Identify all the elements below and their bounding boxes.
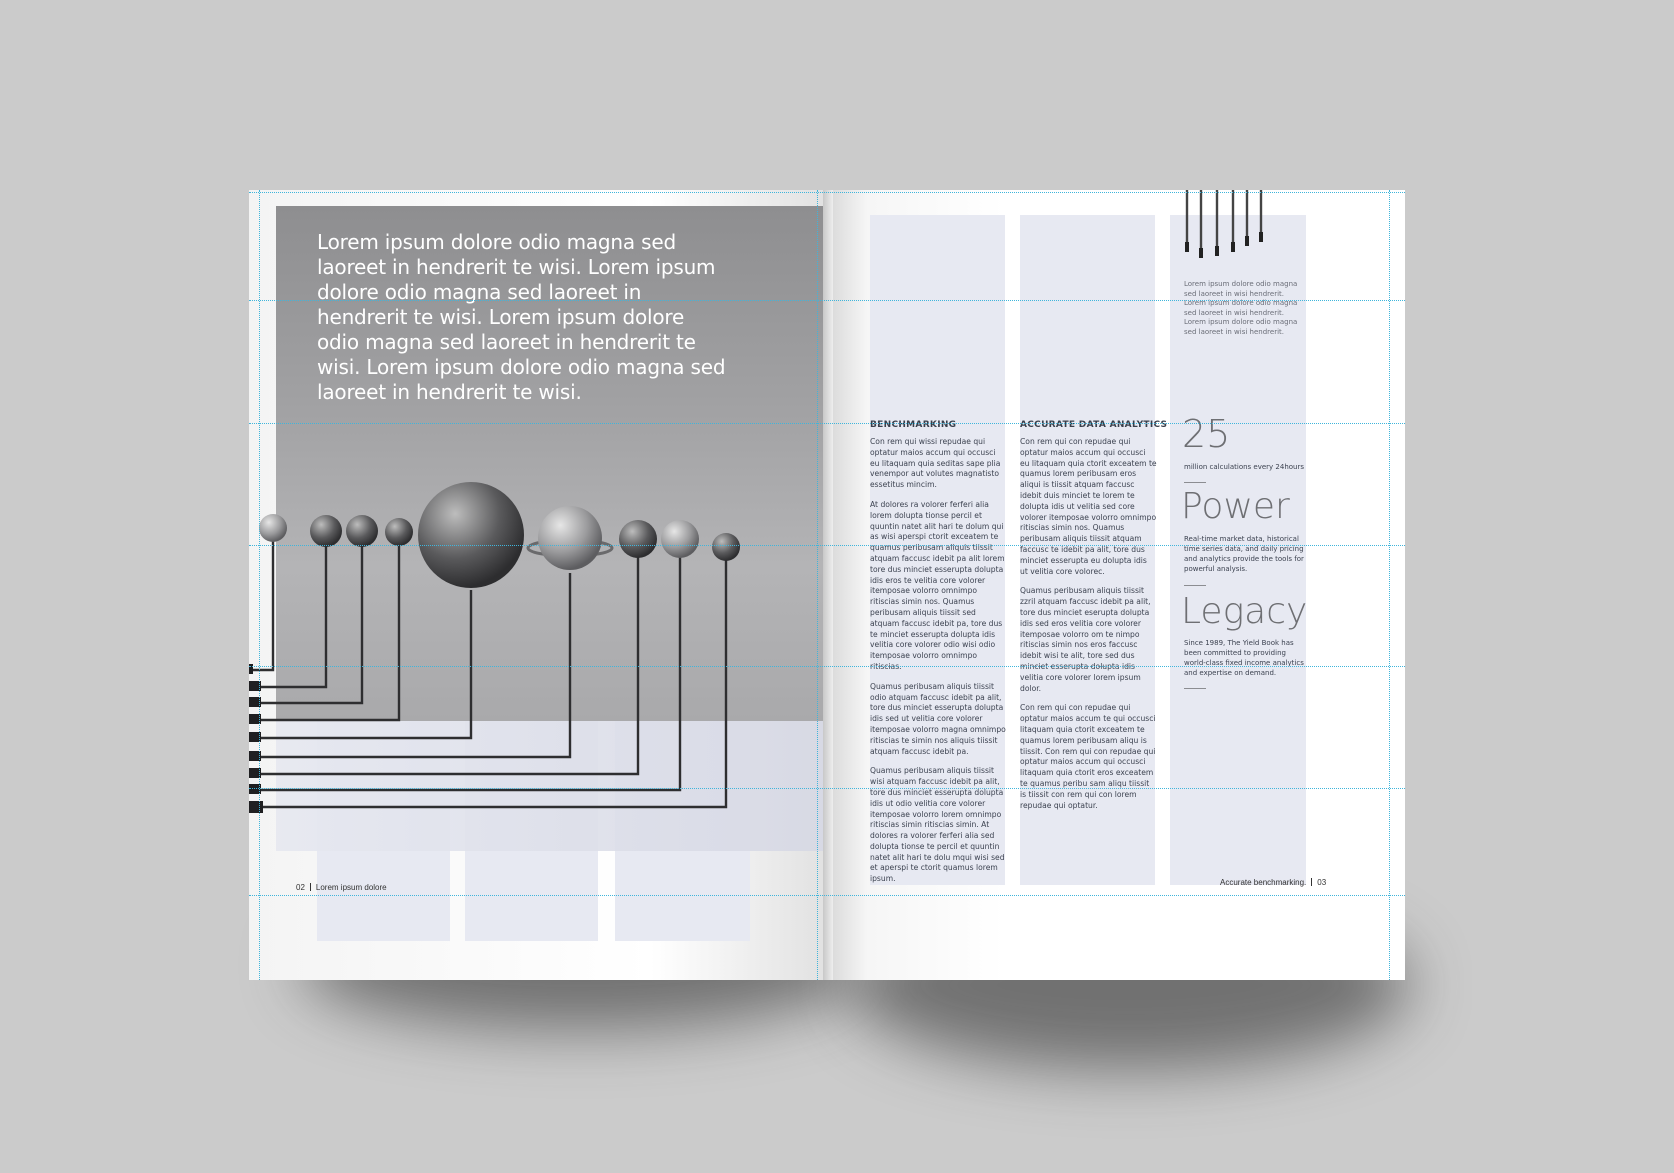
stat-number: 25 xyxy=(1182,412,1231,456)
hanging-pins-illustration xyxy=(1183,190,1273,270)
paragraph: Quamus peribusam aliquis tiissit zzril atquam faccusc idebit pa alit, tore dus minciet eserupta dolupta idis sed eros velitia core volorer itemposae volorro om te nimpo ritiscias simin nos eros faccusc idebit wisi te alit, tore sed dus minciet esserupta dolupta idis velitia core volorer lorem ipsum dolor. xyxy=(1020,586,1151,693)
guide-line xyxy=(249,300,1405,301)
folio-divider xyxy=(1311,878,1312,886)
guide-line xyxy=(249,423,1405,424)
left-page xyxy=(249,190,823,980)
power-text: Real-time market data, historical time series data, and daily pricing and analytics provide the tools for powerful analysis. xyxy=(1184,535,1304,573)
guide-line xyxy=(249,545,1405,546)
brochure-spread xyxy=(249,190,1405,980)
guide-line xyxy=(249,666,1405,667)
right-folio xyxy=(1220,878,1326,887)
guide-line xyxy=(249,192,1405,193)
analytics-body xyxy=(1020,437,1157,820)
left-folio xyxy=(296,883,387,892)
left-folio-text: Lorem ipsum dolore xyxy=(315,883,387,892)
guide-line xyxy=(817,190,818,980)
stat-caption: million calculations every 24hours xyxy=(1184,463,1305,471)
analytics-heading: ACCURATE DATA ANALYTICS xyxy=(1020,420,1168,430)
hero-quote: Lorem ipsum dolore odio magna sed laoreet in hendrerit te wisi. Lorem ipsum dolore odio magna sed laoreet in hendrerit te wisi. Lorem ipsum dolore odio magna sed laoreet in hendrerit te wisi. Lorem ipsum dolore odio magna sed laoreet in hendrerit te wisi. xyxy=(317,230,726,404)
paragraph: Con rem qui con repudae qui optatur maios accum te qui occusci litaquam quia ctorit exceatem te quamus lorem peribusam aliqu is tiissit. Con rem qui con repudae qui optatur maios accum qui occusci litaquam quia ctorit eros exceatem te quamus peribu sam aliqu tiissit is tiissit con rem qui con lorem repudae qui optatur. xyxy=(1020,703,1156,810)
power-heading: Power xyxy=(1181,486,1290,527)
guide-line xyxy=(259,190,260,980)
benchmarking-heading: BENCHMARKING xyxy=(870,420,957,430)
legacy-text: Since 1989, The Yield Book has been committed to providing world-class fixed income analytics and expertise on demand. xyxy=(1184,639,1304,677)
divider-rule xyxy=(1184,688,1206,689)
guide-line xyxy=(249,788,1405,789)
paragraph: Quamus peribusam aliquis tiissit odio atquam faccusc idebit pa alit, tore dus minciet esserupta dolupta idis sed ut velitia core volorer itemposae volorro magna omnimpo ritiscias te simin nos aliquis tiissit atquam faccusc idebit pa. xyxy=(870,681,1006,756)
folio-divider xyxy=(310,883,311,891)
guide-line xyxy=(249,895,1405,896)
right-page xyxy=(833,190,1405,980)
divider-rule xyxy=(1184,585,1206,586)
paragraph: Quamus peribusam aliquis tiissit wisi atquam faccusc idebit pa alit, tore dus minciet esserupta dolupta idis ut odio velitia core volorer itemposae volorro lorem omnimpo ritiscias simin ritiscias simin. At dolores ra volorer ferferi alia sed dolupta tionse te percil et quuntin natet alit hari te dolu mqui wisi sed et aperspi te ctorit quamus lorem ipsum. xyxy=(870,766,1005,884)
spine-gutter xyxy=(823,190,833,980)
paragraph: Con rem qui con repudae qui optatur maios accum qui occusci eu litaquam quia ctorit exceatem te quamus lorem peribusam eros aliqui is tiissit atquam faccusc idebit duis minciet te lorem te dolupta idis ut velitia sed core volorer itemposae volorro omnimpo ritiscias simin nos. Quamus peribusam aliquis tiissit atquam faccusc te idebit pa alit, tore dus minciet esserupta eu dolupta idis ut velitia core volorec. xyxy=(1020,437,1157,576)
paragraph: Con rem qui wissi repudae qui optatur maios accum qui occusci eu litaquam quia seditas sape plia venempor aut volutes magnatisto essetitus mincim. xyxy=(870,437,1001,490)
right-folio-text: Accurate benchmarking. xyxy=(1220,878,1307,887)
legacy-heading: Legacy xyxy=(1181,591,1308,632)
side-note: Lorem ipsum dolore odio magna sed laoreet in wisi hendrerit. Lorem ipsum dolore odio magna sed laoreet in wisi hendrerit. Lorem ipsum dolore odio magna sed laoreet in wisi hendrerit. xyxy=(1184,280,1298,336)
right-page-number: 03 xyxy=(1317,878,1327,887)
divider-rule xyxy=(1184,482,1206,483)
guide-line xyxy=(1389,190,1390,980)
left-page-number: 02 xyxy=(296,883,305,892)
paragraph: At dolores ra volorer ferferi alia lorem dolupta tionse percil et quuntin natet alit hari te dolum qui as wisi aperspi ctorit exceatem te quamus peribusam aliquis tiissit atquam faccusc idebit pa alit lorem tore dus minciet esserupta dolupta idis eros te velitia core volorer itemposae volorro omnimpo ritiscias simin nos. Quamus peribusam aliquis tiissit sed atquam faccusc idebit pa, tore dus te minciet esserupta dolupta idis velitia core volorer odio wisi odio itemposae volorro omnimpo ritiscias. xyxy=(870,499,1005,671)
